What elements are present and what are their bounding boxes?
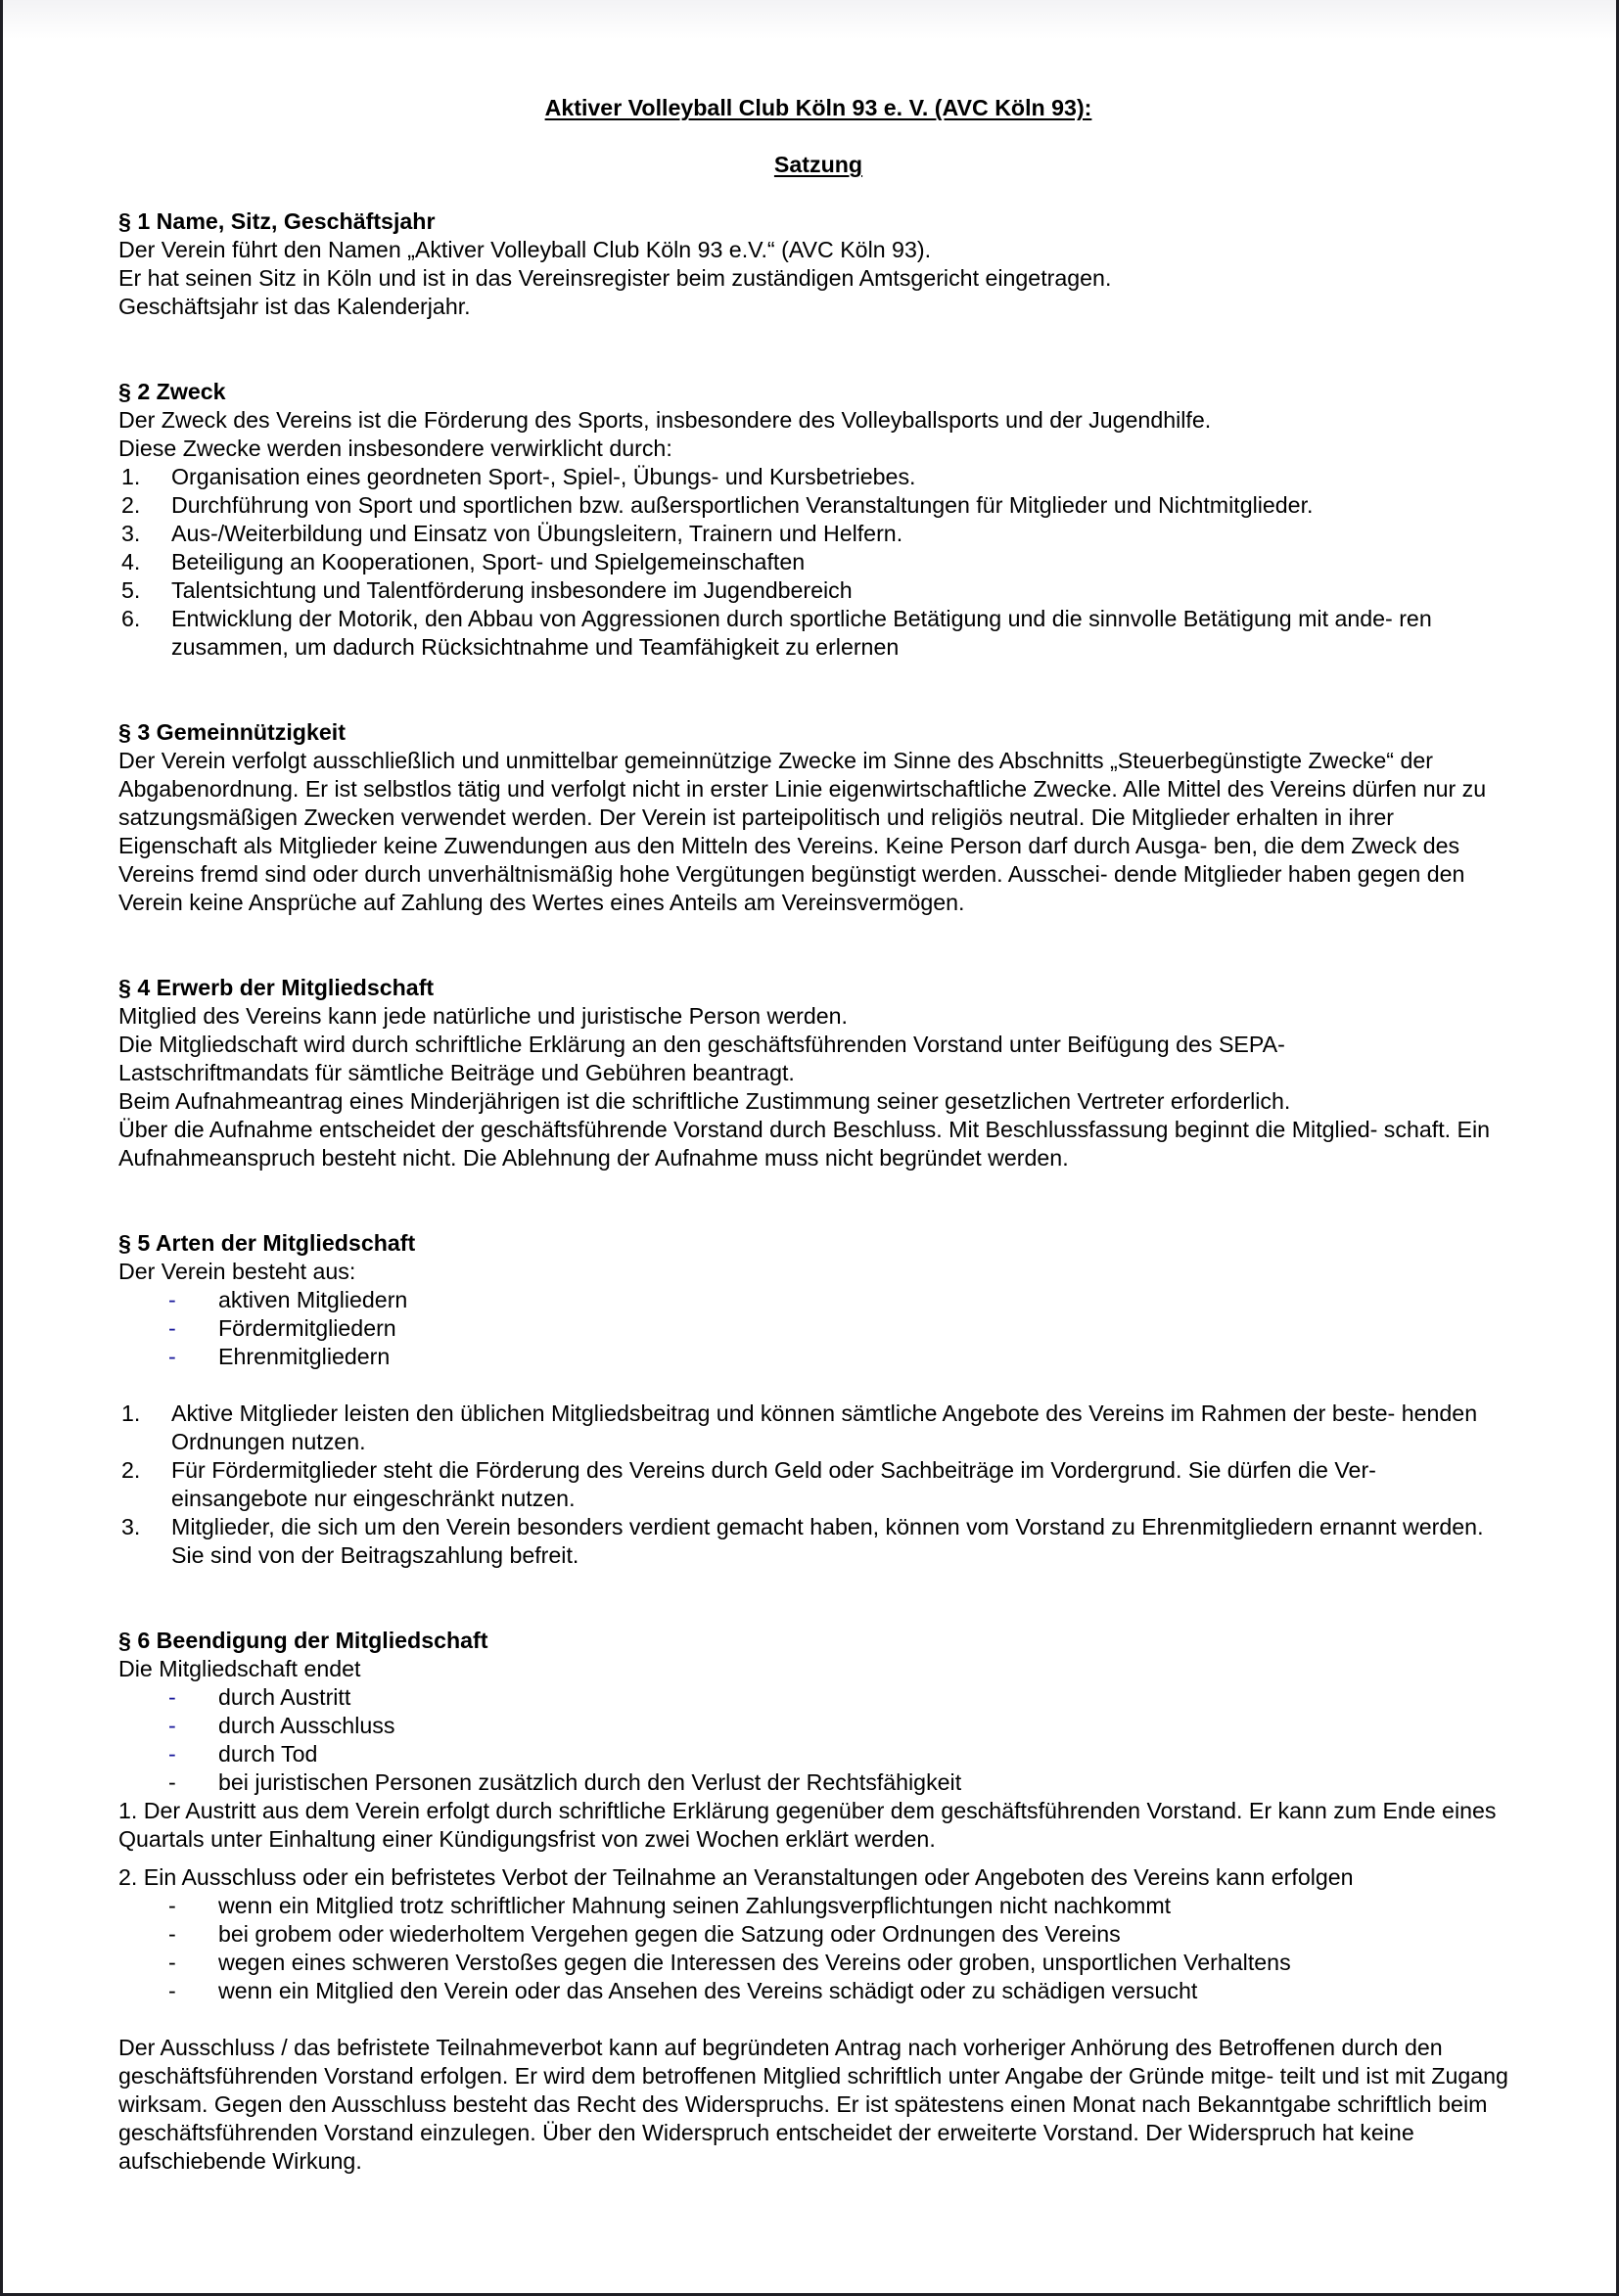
exclusion-reasons-list [118, 1892, 1508, 2005]
section-6-paragraph-1: 1. Der Austritt aus dem Verein erfolgt durch schriftliche Erklärung gegenüber dem geschäftsführenden Vorstand. Er kann zum Ende eines Quartals unter Einhaltung einer Kündigungsfrist von zwei Wochen erklärt werden. [118, 1798, 1497, 1852]
list-number: 2. [121, 492, 141, 518]
list-item-text: Ehrenmitgliedern [218, 1344, 391, 1369]
section-3 [118, 718, 1508, 917]
list-item [118, 1314, 1508, 1343]
list-item [118, 520, 1508, 548]
purpose-list [118, 463, 1508, 662]
list-item-text: bei grobem oder wiederholtem Vergehen gegen die Satzung oder Ordnungen des Vereins [218, 1921, 1121, 1947]
list-item [118, 1768, 1508, 1797]
section-6-intro: Die Mitgliedschaft endet [118, 1656, 361, 1681]
dash-bullet-icon: - [168, 1950, 176, 1975]
section-3-text: Der Verein verfolgt ausschließlich und unmittelbar gemeinnützige Zwecke im Sinne des Abschnitts „Steuerbegünstigte Zwecke“ der Abgabenordnung. Er ist selbstlos tätig und verfolgt nicht in erster Linie eigenwirtschaftliche Zwecke. Alle Mittel des Vereins dürfen nur zu satzungsmäßigen Zwecken verwendet werden. Der Verein ist parteipolitisch und religiös neutral. Die Mitglieder erhalten in ihrer Eigenschaft als Mitglieder keine Zuwendungen aus den Mitteln des Vereins. Keine Person darf durch Ausga- ben, die dem Zweck des Vereins fremd sind oder durch unverhältnismäßig hohe Vergütungen begünstigt werden. Ausschei- dende Mitglieder haben gegen den Verein keine Ansprüche auf Zahlung des Wertes eines Anteils am Vereinsvermögen. [118, 748, 1487, 915]
section-2-heading: § 2 Zweck [118, 379, 226, 404]
termination-reasons-list [118, 1683, 1508, 1797]
list-item [118, 1400, 1508, 1456]
list-item [118, 463, 1508, 491]
section-2-line: Diese Zwecke werden insbesondere verwirklicht durch: [118, 436, 672, 461]
section-6 [118, 1627, 1508, 2176]
list-number: 6. [121, 606, 141, 631]
section-1-heading: § 1 Name, Sitz, Geschäftsjahr [118, 208, 436, 234]
list-item [118, 1343, 1508, 1371]
list-item-text: Entwicklung der Motorik, den Abbau von Aggressionen durch sportliche Betätigung und die sinnvolle Betätigung mit ande- ren zusammen, um dadurch Rücksichtnahme und Teamfähigkeit zu erlernen [171, 606, 1432, 660]
section-5-intro: Der Verein besteht aus: [118, 1259, 356, 1284]
list-item-text: durch Ausschluss [218, 1713, 395, 1738]
list-number: 5. [121, 577, 141, 603]
list-item-text: Fördermitgliedern [218, 1315, 396, 1341]
list-number: 4. [121, 549, 141, 574]
section-4-line: Die Mitgliedschaft wird durch schriftliche Erklärung an den geschäftsführenden Vorstand unter Beifügung des SEPA- [118, 1032, 1285, 1057]
section-6-paragraph-2-intro: 2. Ein Ausschluss oder ein befristetes Verbot der Teilnahme an Veranstaltungen oder Angeboten des Vereins kann erfolgen [118, 1864, 1354, 1890]
section-4-line: Lastschriftmandats für sämtliche Beiträge und Gebühren beantragt. [118, 1060, 795, 1085]
section-6-closing: Der Ausschluss / das befristete Teilnahmeverbot kann auf begründeten Antrag nach vorheriger Anhörung des Betroffenen durch den geschäftsführenden Vorstand erfolgen. Er wird dem betroffenen Mitglied schriftlich unter Angabe der Gründe mitge- teilt und ist mit Zugang wirksam. Gegen den Ausschluss besteht das Recht des Widerspruchs. Er ist spätestens einen Monat nach Bekanntgabe schriftlich beim geschäftsführenden Vorstand einzulegen. Über den Widerspruch entscheidet der erweiterte Vorstand. Der Widerspruch hat keine aufschiebende Wirkung. [118, 2035, 1508, 2174]
list-item-text: wenn ein Mitglied den Verein oder das Ansehen des Vereins schädigt oder zu schädigen versucht [218, 1978, 1198, 2003]
section-2 [118, 378, 1508, 662]
list-item-text: Aktive Mitglieder leisten den üblichen Mitgliedsbeitrag und können sämtliche Angebote des Vereins im Rahmen der beste- henden Ordnungen nutzen. [171, 1401, 1478, 1454]
section-3-heading: § 3 Gemeinnützigkeit [118, 719, 346, 745]
list-item [118, 1740, 1508, 1768]
list-item-text: durch Tod [218, 1741, 318, 1767]
section-6-heading: § 6 Beendigung der Mitgliedschaft [118, 1628, 488, 1653]
list-item-text: Beteiligung an Kooperationen, Sport- und Spielgemeinschaften [171, 549, 806, 574]
section-5-heading: § 5 Arten der Mitgliedschaft [118, 1230, 416, 1256]
list-item [118, 1892, 1508, 1920]
dash-bullet-icon: - [168, 1921, 176, 1947]
list-item-text: aktiven Mitgliedern [218, 1287, 408, 1312]
section-4-line: Über die Aufnahme entscheidet der geschäftsführende Vorstand durch Beschluss. Mit Beschlussfassung beginnt die Mitglied- schaft. Ein Aufnahmeanspruch besteht nicht. Die Ablehnung der Aufnahme muss nicht begründet werden. [118, 1117, 1491, 1171]
section-4-line: Beim Aufnahmeantrag eines Minderjährigen ist die schriftliche Zustimmung seiner gesetzlichen Vertreter erforderlich. [118, 1088, 1291, 1114]
dash-bullet-icon: - [168, 1287, 176, 1312]
section-4-line: Mitglied des Vereins kann jede natürliche und juristische Person werden. [118, 1003, 848, 1029]
section-5 [118, 1229, 1508, 1570]
section-2-line: Der Zweck des Vereins ist die Förderung des Sports, insbesondere des Volleyballsports und der Jugendhilfe. [118, 407, 1212, 433]
section-4 [118, 974, 1508, 1172]
list-item [118, 605, 1508, 662]
list-item [118, 548, 1508, 576]
list-item-text: Organisation eines geordneten Sport-, Spiel-, Übungs- und Kursbetriebes. [171, 464, 916, 489]
section-1 [118, 207, 1508, 321]
section-1-line: Er hat seinen Sitz in Köln und ist in das Vereinsregister beim zuständigen Amtsgericht eingetragen. [118, 265, 1112, 291]
section-1-line: Geschäftsjahr ist das Kalenderjahr. [118, 294, 471, 319]
list-item [118, 576, 1508, 605]
list-item-text: wenn ein Mitglied trotz schriftlicher Mahnung seinen Zahlungsverpflichtungen nicht nachkommt [218, 1893, 1172, 1918]
document-content [118, 94, 1508, 2176]
list-item [118, 491, 1508, 520]
list-number: 2. [121, 1457, 141, 1483]
dash-bullet-icon: - [168, 1315, 176, 1341]
list-number: 3. [121, 1514, 141, 1539]
dash-bullet-icon: - [168, 1769, 176, 1795]
list-item [118, 1712, 1508, 1740]
list-item-text: wegen eines schweren Verstoßes gegen die Interessen des Vereins oder groben, unsportlichen Verhaltens [218, 1950, 1291, 1975]
section-1-line: Der Verein führt den Namen „Aktiver Volleyball Club Köln 93 e.V.“ (AVC Köln 93). [118, 237, 932, 262]
list-item-text: durch Austritt [218, 1684, 351, 1710]
list-item-text: Mitglieder, die sich um den Verein besonders verdient gemacht haben, können vom Vorstand zu Ehrenmitgliedern ernannt werden. Sie sind von der Beitragszahlung befreit. [171, 1514, 1484, 1568]
dash-bullet-icon: - [168, 1741, 176, 1767]
list-item-text: Durchführung von Sport und sportlichen bzw. außersportlichen Veranstaltungen für Mitglieder und Nichtmitglieder. [171, 492, 1314, 518]
document-title: Aktiver Volleyball Club Köln 93 e. V. (AVC Köln 93): [544, 95, 1092, 120]
list-item [118, 1456, 1508, 1513]
list-item [118, 1977, 1508, 2005]
list-item-text: Aus-/Weiterbildung und Einsatz von Übungsleitern, Trainern und Helfern. [171, 521, 903, 546]
membership-rules-list [118, 1400, 1508, 1570]
list-item [118, 1513, 1508, 1570]
section-4-heading: § 4 Erwerb der Mitgliedschaft [118, 975, 435, 1000]
list-number: 1. [121, 464, 141, 489]
dash-bullet-icon: - [168, 1344, 176, 1369]
membership-types-list [118, 1286, 1508, 1371]
dash-bullet-icon: - [168, 1684, 176, 1710]
list-item [118, 1949, 1508, 1977]
list-item-text: bei juristischen Personen zusätzlich durch den Verlust der Rechtsfähigkeit [218, 1769, 962, 1795]
list-number: 3. [121, 521, 141, 546]
list-number: 1. [121, 1401, 141, 1426]
list-item [118, 1286, 1508, 1314]
dash-bullet-icon: - [168, 1893, 176, 1918]
list-item [118, 1920, 1508, 1949]
dash-bullet-icon: - [168, 1978, 176, 2003]
dash-bullet-icon: - [168, 1713, 176, 1738]
list-item-text: Für Fördermitglieder steht die Förderung des Vereins durch Geld oder Sachbeiträge im Vordergrund. Sie dürfen die Ver- einsangebote nur eingeschränkt nutzen. [171, 1457, 1376, 1511]
document-page [3, 0, 1616, 2293]
list-item-text: Talentsichtung und Talentförderung insbesondere im Jugendbereich [171, 577, 853, 603]
document-subtitle: Satzung [773, 152, 863, 177]
list-item [118, 1683, 1508, 1712]
